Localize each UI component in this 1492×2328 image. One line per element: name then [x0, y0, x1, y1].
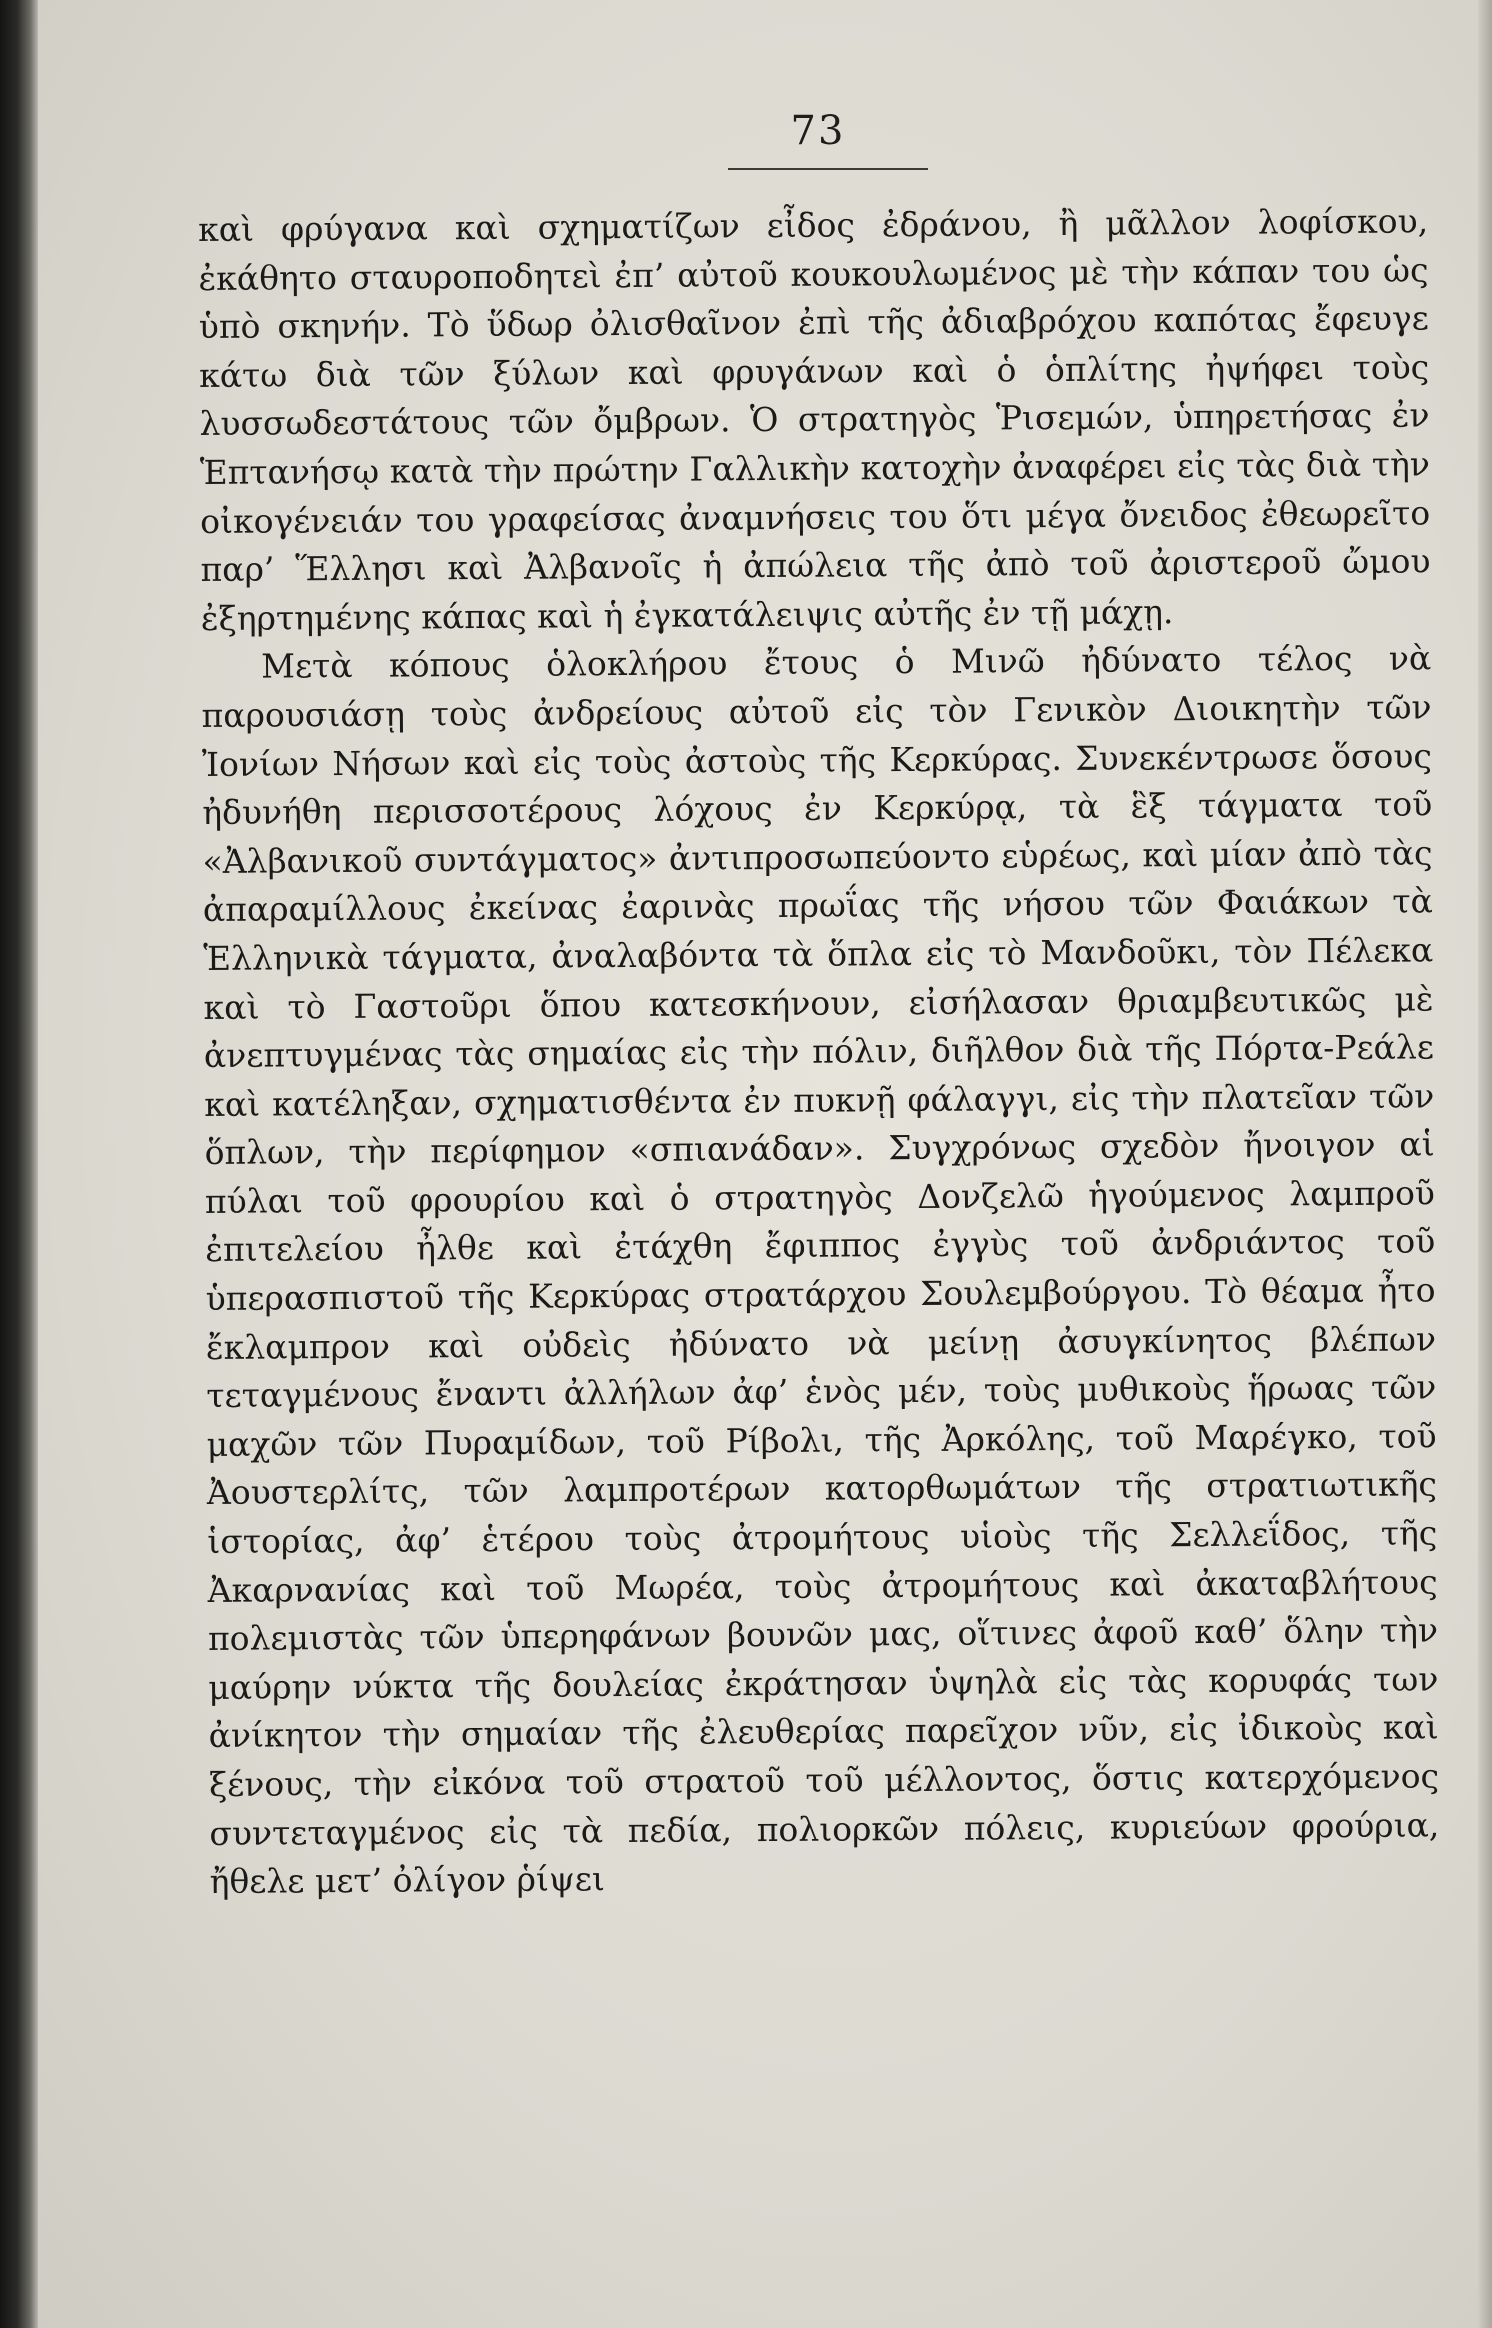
page-edge [1478, 0, 1492, 2328]
body-text [198, 197, 1440, 1906]
book-page [38, 0, 1478, 2328]
page-number-rule [728, 168, 928, 170]
paragraph: καὶ φρύγανα καὶ σχηματίζων εἶδος ἐδράνου, ἢ μᾶλλον λοφίσκου, ἐκάθητο σταυροποδητεὶ ἐπ’ αὐτοῦ κουκουλωμένος μὲ τὴν κάπαν του ὡς ὑπὸ σκηνήν. Τὸ ὕδωρ ὀλισθαῖνον ἐπὶ τῆς ἀδιαβρόχου καπότας ἔφευγε κάτω διὰ τῶν ξύλων καὶ φρυγάνων καὶ ὁ ὁπλίτης ἠψήφει τοὺς λυσσωδεστάτους τῶν ὄμβρων. Ὁ στρατηγὸς Ῥισεμών, ὑπηρετήσας ἐν Ἑπτανήσῳ κατὰ τὴν πρώτην Γαλλικὴν κατοχὴν ἀναφέρει εἰς τὰς διὰ τὴν οἰκογένειάν του γραφείσας ἀναμνήσεις του ὅτι μέγα ὄνειδος ἐθεωρεῖτο παρ’ Ἕλλησι καὶ Ἀλβανοῖς ἡ ἀπώλεια τῆς ἀπὸ τοῦ ἀριστεροῦ ὤμου ἐξηρτημένης κάπας καὶ ἡ ἐγκατάλειψις αὐτῆς ἐν τῇ μάχῃ. [198, 201, 1431, 638]
paragraph: Μετὰ κόπους ὁλοκλήρου ἔτους ὁ Μινῶ ἠδύνατο τέλος νὰ παρουσιάσῃ τοὺς ἀνδρείους αὐτοῦ εἰς τὸν Γενικὸν Διοικητὴν τῶν Ἰονίων Νήσων καὶ εἰς τοὺς ἀστοὺς τῆς Κερκύρας. Συνεκέντρωσε ὅσους ἠδυνήθη περισσοτέρους λόχους ἐν Κερκύρᾳ, τὰ ἓξ τάγματα τοῦ «Ἀλβανικοῦ συντάγματος» ἀντιπροσωπεύοντο εὑρέως, καὶ μίαν ἀπὸ τὰς ἀπαραμίλλους ἐκείνας ἐαρινὰς πρωΐας τῆς νήσου τῶν Φαιάκων τὰ Ἑλληνικὰ τάγματα, ἀναλαβόντα τὰ ὅπλα εἰς τὸ Μανδοῦκι, τὸν Πέλεκα καὶ τὸ Γαστοῦρι ὅπου κατεσκήνουν, εἰσήλασαν θριαμβευτικῶς μὲ ἀνεπτυγμένας τὰς σημαίας εἰς τὴν πόλιν, διῆλθον διὰ τῆς Πόρτα-Ρεάλε καὶ κατέληξαν, σχηματισθέντα ἐν πυκνῇ φάλαγγι, εἰς τὴν πλατεῖαν τῶν ὅπλων, τὴν περίφημον «σπιανάδαν». Συγχρόνως σχεδὸν ἤνοιγον αἱ πύλαι τοῦ φρουρίου καὶ ὁ στρατηγὸς Δονζελῶ ἡγούμενος λαμπροῦ ἐπιτελείου ἦλθε καὶ ἐτάχθη ἔφιππος ἐγγὺς τοῦ ἀνδριάντος τοῦ ὑπερασπιστοῦ τῆς Κερκύρας στρατάρχου Σουλεμβούργου. Τὸ θέαμα ἦτο ἔκλαμπρον καὶ οὐδεὶς ἠδύνατο νὰ μείνῃ ἀσυγκίνητος βλέπων τεταγμένους ἔναντι ἀλλήλων ἀφ’ ἑνὸς μέν, τοὺς μυθικοὺς ἥρωας τῶν μαχῶν τῶν Πυραμίδων, τοῦ Ρίβολι, τῆς Ἀρκόλης, τοῦ Μαρέγκο, τοῦ Ἀουστερλίτς, τῶν λαμπροτέρων κατορθωμάτων τῆς στρατιωτικῆς ἱστορίας, ἀφ’ ἑτέρου τοὺς ἀτρομήτους υἱοὺς τῆς Σελλεΐδος, τῆς Ἀκαρνανίας καὶ τοῦ Μωρέα, τοὺς ἀτρομήτους καὶ ἀκαταβλήτους πολεμιστὰς τῶν ὑπερηφάνων βουνῶν μας, οἵτινες ἀφοῦ καθ’ ὅλην τὴν μαύρην νύκτα τῆς δουλείας ἐκράτησαν ὑψηλὰ εἰς τὰς κορυφάς των ἀνίκητον τὴν σημαίαν τῆς ἐλευθερίας παρεῖχον νῦν, εἰς ἰδικοὺς καὶ ξένους, τὴν εἰκόνα τοῦ στρατοῦ τοῦ μέλλοντος, ὅστις κατερχόμενος συντεταγμένος εἰς τὰ πεδία, πολιορκῶν πόλεις, κυριεύων φρούρια, ἤθελε μετ’ ὀλίγον ῥίψει [201, 638, 1440, 1902]
book-binding-shadow [0, 0, 38, 2328]
page-number: 73 [790, 108, 846, 154]
